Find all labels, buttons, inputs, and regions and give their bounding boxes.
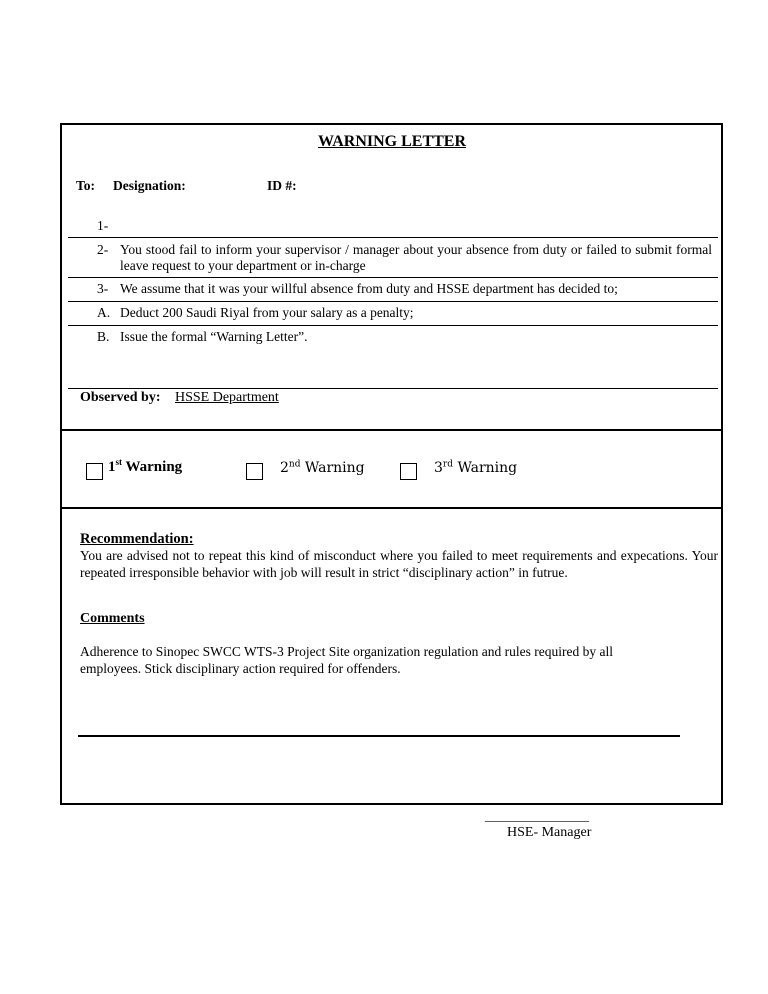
item-a-text: Deduct 200 Saudi Riyal from your salary as a penalty; — [120, 305, 414, 320]
first-warning-checkbox[interactable] — [86, 463, 103, 480]
first-warning-suffix: st — [115, 457, 122, 467]
third-warning-text: Warning — [453, 460, 518, 476]
second-warning-checkbox[interactable] — [246, 463, 263, 480]
letter-title: WARNING LETTER — [317, 133, 467, 150]
observed-by-label: Observed by: — [80, 390, 161, 405]
recommendation-text: You are advised not to repeat this kind of misconduct where you failed to meet requirements and expecations. Your repeated irresponsible behavior with job will result in strict “disciplinary action” in futrue. — [80, 548, 718, 580]
item-divider — [68, 325, 718, 326]
section-divider — [60, 507, 723, 509]
item-b-number: B. — [97, 329, 110, 344]
item-divider — [68, 301, 718, 302]
signature-line: ________________ — [485, 808, 589, 823]
recommendation-heading: Recommendation: — [80, 531, 194, 547]
second-warning-suffix: nd — [288, 459, 301, 470]
item-1-number: 1- — [97, 218, 109, 233]
second-warning-label — [280, 460, 365, 476]
item-divider — [68, 237, 718, 238]
third-warning-checkbox[interactable] — [400, 463, 417, 480]
item-2-number: 2- — [97, 242, 109, 257]
to-label: To: — [76, 178, 96, 193]
third-warning-suffix: rd — [442, 459, 453, 470]
section-divider — [60, 429, 723, 431]
third-warning-label — [434, 460, 517, 476]
observed-by-value: HSSE Department — [175, 390, 279, 405]
first-warning-text: Warning — [122, 459, 183, 475]
item-3-text: We assume that it was your willful absence from duty and HSSE department has decided to; — [120, 281, 618, 296]
first-warning-label — [108, 459, 182, 476]
second-warning-number: 2 — [280, 460, 289, 476]
comment-write-line — [78, 735, 680, 737]
designation-label: Designation: — [113, 178, 186, 193]
comments-text: Adherence to Sinopec SWCC WTS-3 Project Site organization regulation and rules required by all employees. Stick disciplinary action required for offenders. — [80, 644, 613, 676]
item-2-text: You stood fail to inform your supervisor / manager about your absence from duty or failed to submit formal leave request to your department or in-charge — [120, 242, 712, 273]
item-a-number: A. — [97, 305, 111, 320]
third-warning-number: 3 — [434, 460, 443, 476]
signature-title: HSE- Manager — [507, 825, 592, 840]
item-divider — [68, 277, 718, 278]
second-warning-text: Warning — [300, 460, 365, 476]
item-divider — [68, 388, 718, 389]
id-label: ID #: — [267, 178, 297, 193]
item-b-text: Issue the formal “Warning Letter”. — [120, 329, 308, 344]
item-3-number: 3- — [97, 281, 109, 296]
first-warning-number: 1 — [108, 459, 116, 475]
comments-heading: Comments — [80, 611, 145, 626]
